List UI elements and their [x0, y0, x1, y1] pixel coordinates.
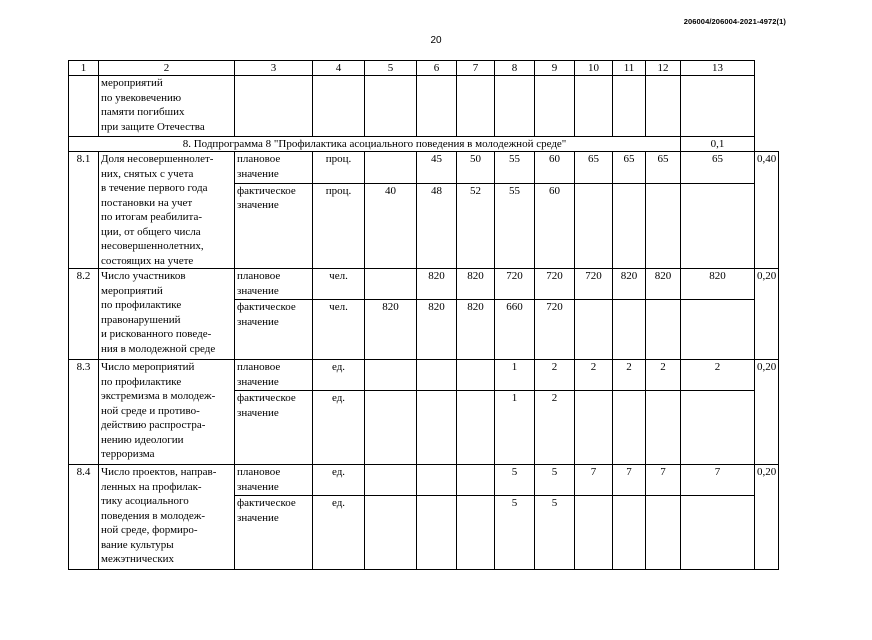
column-header: 9	[535, 61, 575, 76]
value-cell: 820	[417, 300, 457, 360]
text-line: них, снятых с учета	[101, 167, 194, 180]
empty-cell	[575, 76, 613, 137]
value-cell	[365, 465, 417, 496]
text-line: постановки на учет	[101, 196, 193, 209]
column-header: 1	[69, 61, 99, 76]
value-cell: 5	[495, 496, 535, 570]
value-cell: 2	[613, 360, 646, 391]
value-cell: 820	[457, 269, 495, 300]
value-cell	[681, 300, 755, 360]
text-line: памяти погибших	[101, 106, 185, 118]
unit-cell: чел.	[313, 269, 365, 300]
empty-cell	[495, 76, 535, 137]
value-cell	[575, 496, 613, 570]
indicator-number: 8.4	[69, 465, 99, 570]
indicator-weight: 0,20	[755, 465, 779, 570]
text-line: Число участников	[101, 270, 186, 282]
value-cell	[575, 300, 613, 360]
plan-row	[69, 465, 779, 496]
value-cell: 820	[457, 300, 495, 360]
table-body	[69, 61, 779, 570]
indicator-number: 8.1	[69, 152, 99, 269]
value-cell	[613, 300, 646, 360]
plan-row	[69, 269, 779, 300]
text-line: вание культуры	[101, 538, 174, 551]
text-line: мероприятий	[101, 77, 163, 89]
indicator-weight: 0,40	[755, 152, 779, 269]
plan-row	[69, 360, 779, 391]
value-cell	[457, 391, 495, 465]
text-line: ленных на профилак-	[101, 480, 202, 493]
column-header: 8	[495, 61, 535, 76]
text-line: ной среде, формиро-	[101, 524, 198, 536]
value-cell: 65	[646, 152, 681, 184]
text-line: ния в молодежной среде	[101, 342, 216, 355]
value-cell	[575, 391, 613, 465]
unit-cell: проц.	[313, 152, 365, 184]
value-cell: 52	[457, 183, 495, 268]
indicator-weight: 0,20	[755, 269, 779, 360]
value-cell	[646, 496, 681, 570]
text-line: тику асоциального	[101, 495, 189, 507]
value-cell: 65	[575, 152, 613, 184]
value-cell	[457, 360, 495, 391]
value-cell: 720	[495, 269, 535, 300]
indicator-name	[99, 152, 235, 269]
value-cell	[646, 183, 681, 268]
text-line: мероприятий	[101, 284, 163, 297]
value-cell: 65	[681, 152, 755, 184]
value-cell: 2	[535, 391, 575, 465]
value-cell: 60	[535, 152, 575, 184]
subprogram-title: 8. Подпрограмма 8 "Профилактика асоциального поведения в молодежной среде"	[69, 137, 681, 152]
column-header-row	[69, 61, 779, 76]
value-type-label	[235, 465, 313, 496]
value-type-label	[235, 183, 313, 268]
text-line: ции, от общего числа	[101, 225, 201, 238]
value-cell: 50	[457, 152, 495, 184]
value-type-label	[235, 300, 313, 360]
indicator-number: 8.2	[69, 269, 99, 360]
empty-cell	[365, 76, 417, 137]
value-cell: 820	[646, 269, 681, 300]
text-line: по увековечению	[101, 91, 182, 104]
text-line: значение	[237, 511, 279, 524]
empty-cell	[417, 76, 457, 137]
text-line: значение	[237, 375, 279, 388]
text-line: значение	[237, 284, 279, 297]
value-cell	[575, 183, 613, 268]
empty-cell	[535, 76, 575, 137]
value-cell	[417, 391, 457, 465]
column-header: 2	[99, 61, 235, 76]
value-cell	[417, 496, 457, 570]
value-cell: 40	[365, 183, 417, 268]
text-line: Число проектов, направ-	[101, 466, 217, 478]
value-cell: 48	[417, 183, 457, 268]
value-cell: 60	[535, 183, 575, 268]
text-line: правонарушений	[101, 313, 181, 326]
unit-cell: чел.	[313, 300, 365, 360]
unit-cell: ед.	[313, 360, 365, 391]
text-line: межэтнических	[101, 553, 175, 565]
value-cell: 7	[575, 465, 613, 496]
document-id: 206004/206004-2021-4972(1)	[683, 17, 786, 26]
column-header: 10	[575, 61, 613, 76]
text-line: плановое	[237, 270, 281, 282]
continuation-row	[69, 76, 779, 137]
text-line: действию распростра-	[101, 419, 206, 431]
value-cell	[457, 465, 495, 496]
column-header: 13	[681, 61, 755, 76]
value-cell	[365, 496, 417, 570]
text-line: терроризма	[101, 448, 155, 460]
indicator-name	[99, 360, 235, 465]
text-line: значение	[237, 167, 279, 180]
unit-cell: проц.	[313, 183, 365, 268]
column-header: 4	[313, 61, 365, 76]
subprogram-row	[69, 137, 779, 152]
empty-cell	[69, 76, 99, 137]
value-cell: 2	[575, 360, 613, 391]
text-line: плановое	[237, 361, 281, 373]
column-header: 6	[417, 61, 457, 76]
text-line: Число мероприятий	[101, 361, 195, 373]
value-cell	[646, 391, 681, 465]
value-type-label	[235, 391, 313, 465]
value-type-label	[235, 152, 313, 184]
subprogram-weight: 0,1	[681, 137, 755, 152]
value-cell: 720	[535, 269, 575, 300]
text-line: по итогам реабилита-	[101, 211, 203, 223]
value-cell	[417, 465, 457, 496]
value-cell: 820	[681, 269, 755, 300]
value-cell	[681, 496, 755, 570]
text-line: по профилактике	[101, 299, 182, 311]
value-cell	[365, 152, 417, 184]
text-line: в течение первого года	[101, 182, 208, 194]
value-cell	[613, 496, 646, 570]
text-line: фактическое	[237, 301, 296, 313]
value-cell: 660	[495, 300, 535, 360]
value-cell	[681, 183, 755, 268]
text-line: плановое	[237, 153, 281, 165]
value-cell: 7	[646, 465, 681, 496]
text-line: и рискованного поведе-	[101, 328, 212, 340]
value-cell: 820	[417, 269, 457, 300]
text-line: при защите Отечества	[101, 120, 205, 133]
text-line: поведения в молодеж-	[101, 509, 205, 522]
value-cell	[365, 269, 417, 300]
value-cell	[613, 391, 646, 465]
indicator-name	[99, 465, 235, 570]
value-cell	[613, 183, 646, 268]
text-line: значение	[237, 480, 279, 493]
unit-cell: ед.	[313, 465, 365, 496]
plan-row	[69, 152, 779, 184]
value-cell	[417, 360, 457, 391]
text-line: экстремизма в молодеж-	[101, 390, 216, 402]
value-cell: 2	[646, 360, 681, 391]
text-line: ной среде и противо-	[101, 404, 200, 417]
column-header: 11	[613, 61, 646, 76]
value-cell: 2	[681, 360, 755, 391]
indicator-weight: 0,20	[755, 360, 779, 465]
value-cell: 55	[495, 183, 535, 268]
value-cell: 820	[613, 269, 646, 300]
empty-cell	[313, 76, 365, 137]
value-cell: 2	[535, 360, 575, 391]
text-line: значение	[237, 406, 279, 419]
value-cell	[365, 360, 417, 391]
column-header: 12	[646, 61, 681, 76]
unit-cell: ед.	[313, 496, 365, 570]
indicator-table	[68, 60, 779, 570]
text-line: фактическое	[237, 184, 296, 197]
text-line: по профилактике	[101, 375, 182, 388]
value-cell	[646, 300, 681, 360]
text-line: несовершеннолетних,	[101, 240, 204, 252]
empty-cell	[613, 76, 646, 137]
value-cell: 5	[535, 496, 575, 570]
value-cell: 55	[495, 152, 535, 184]
value-cell: 820	[365, 300, 417, 360]
page-number: 20	[430, 35, 442, 46]
text-line: нению идеологии	[101, 433, 184, 446]
column-header: 5	[365, 61, 417, 76]
value-cell: 1	[495, 391, 535, 465]
text-line: значение	[237, 199, 279, 212]
value-type-label	[235, 496, 313, 570]
text-line: Доля несовершеннолет-	[101, 153, 214, 165]
empty-cell	[681, 76, 755, 137]
value-cell: 720	[575, 269, 613, 300]
indicator-name	[99, 76, 235, 137]
empty-cell	[235, 76, 313, 137]
value-cell: 65	[613, 152, 646, 184]
value-cell	[457, 496, 495, 570]
text-line: значение	[237, 315, 279, 328]
value-type-label	[235, 360, 313, 391]
text-line: фактическое	[237, 497, 296, 509]
value-cell	[681, 391, 755, 465]
text-line: плановое	[237, 466, 281, 478]
value-type-label	[235, 269, 313, 300]
column-header: 7	[457, 61, 495, 76]
value-cell: 720	[535, 300, 575, 360]
indicator-number: 8.3	[69, 360, 99, 465]
column-header: 3	[235, 61, 313, 76]
value-cell: 7	[681, 465, 755, 496]
text-line: состоящих на учете	[101, 254, 194, 267]
value-cell: 7	[613, 465, 646, 496]
value-cell	[365, 391, 417, 465]
value-cell: 5	[495, 465, 535, 496]
unit-cell: ед.	[313, 391, 365, 465]
value-cell: 5	[535, 465, 575, 496]
empty-cell	[457, 76, 495, 137]
text-line: фактическое	[237, 392, 296, 404]
value-cell: 45	[417, 152, 457, 184]
indicator-name	[99, 269, 235, 360]
empty-cell	[646, 76, 681, 137]
value-cell: 1	[495, 360, 535, 391]
